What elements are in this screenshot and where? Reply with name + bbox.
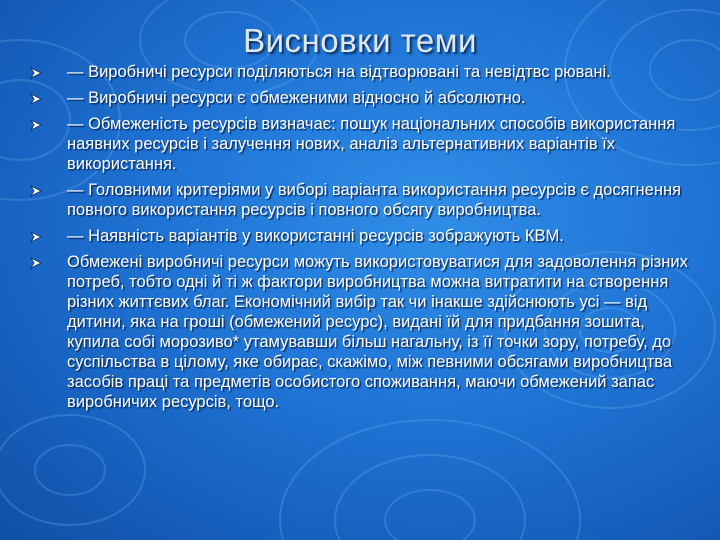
- bullet-text: Обмежені виробничі ресурси можуть використовуватися для задоволення різних потреб, тобто одні й ті ж фактори виробництва можна витратити на створення різних життєвих благ. Економічний вибір так чи інакше здійснюють усі — від дитини, яка на гроші (обмежений ресурс), видані їй для придбання зошита, купила собі морозиво* утамувавши більш нагальну, із її точки зору, потребу, до суспільства в цілому, яке обирає, скажімо, між певними обсягами виробництва засобів праці та предметів особистого споживання, маючи обмежений запас виробничих ресурсів, тощо.: [67, 253, 688, 411]
- slide-title: Висновки теми: [243, 22, 477, 59]
- bullet-text: — Головними критеріями у виборі варіанта використання ресурсів є досягнення повного використання ресурсів і повного обсягу виробництва.: [67, 181, 681, 219]
- arrow-right-icon: [30, 67, 42, 79]
- bullet-item: [30, 226, 690, 246]
- bullet-item: [30, 88, 690, 108]
- bullet-item: [30, 252, 690, 412]
- bullet-item: [30, 114, 690, 174]
- bullet-text: — Виробничі ресурси поділяються на відтворювані та невідтвс рювані.: [67, 63, 611, 81]
- arrow-right-icon: [30, 257, 42, 269]
- bullet-list: [30, 62, 690, 418]
- arrow-right-icon: [30, 231, 42, 243]
- arrow-right-icon: [30, 185, 42, 197]
- arrow-right-icon: [30, 119, 42, 131]
- bullet-text: — Виробничі ресурси є обмеженими відносно й абсолютно.: [67, 89, 526, 107]
- bullet-text: — Обмеженість ресурсів визначає: пошук національних способів використання наявних ресурсів і залучення нових, аналіз альтернативних варіантів їх використання.: [67, 115, 676, 173]
- bullet-item: [30, 180, 690, 220]
- bullet-text: — Наявність варіантів у використанні ресурсів зображують КВМ.: [67, 227, 564, 245]
- bullet-item: [30, 62, 690, 82]
- arrow-right-icon: [30, 93, 42, 105]
